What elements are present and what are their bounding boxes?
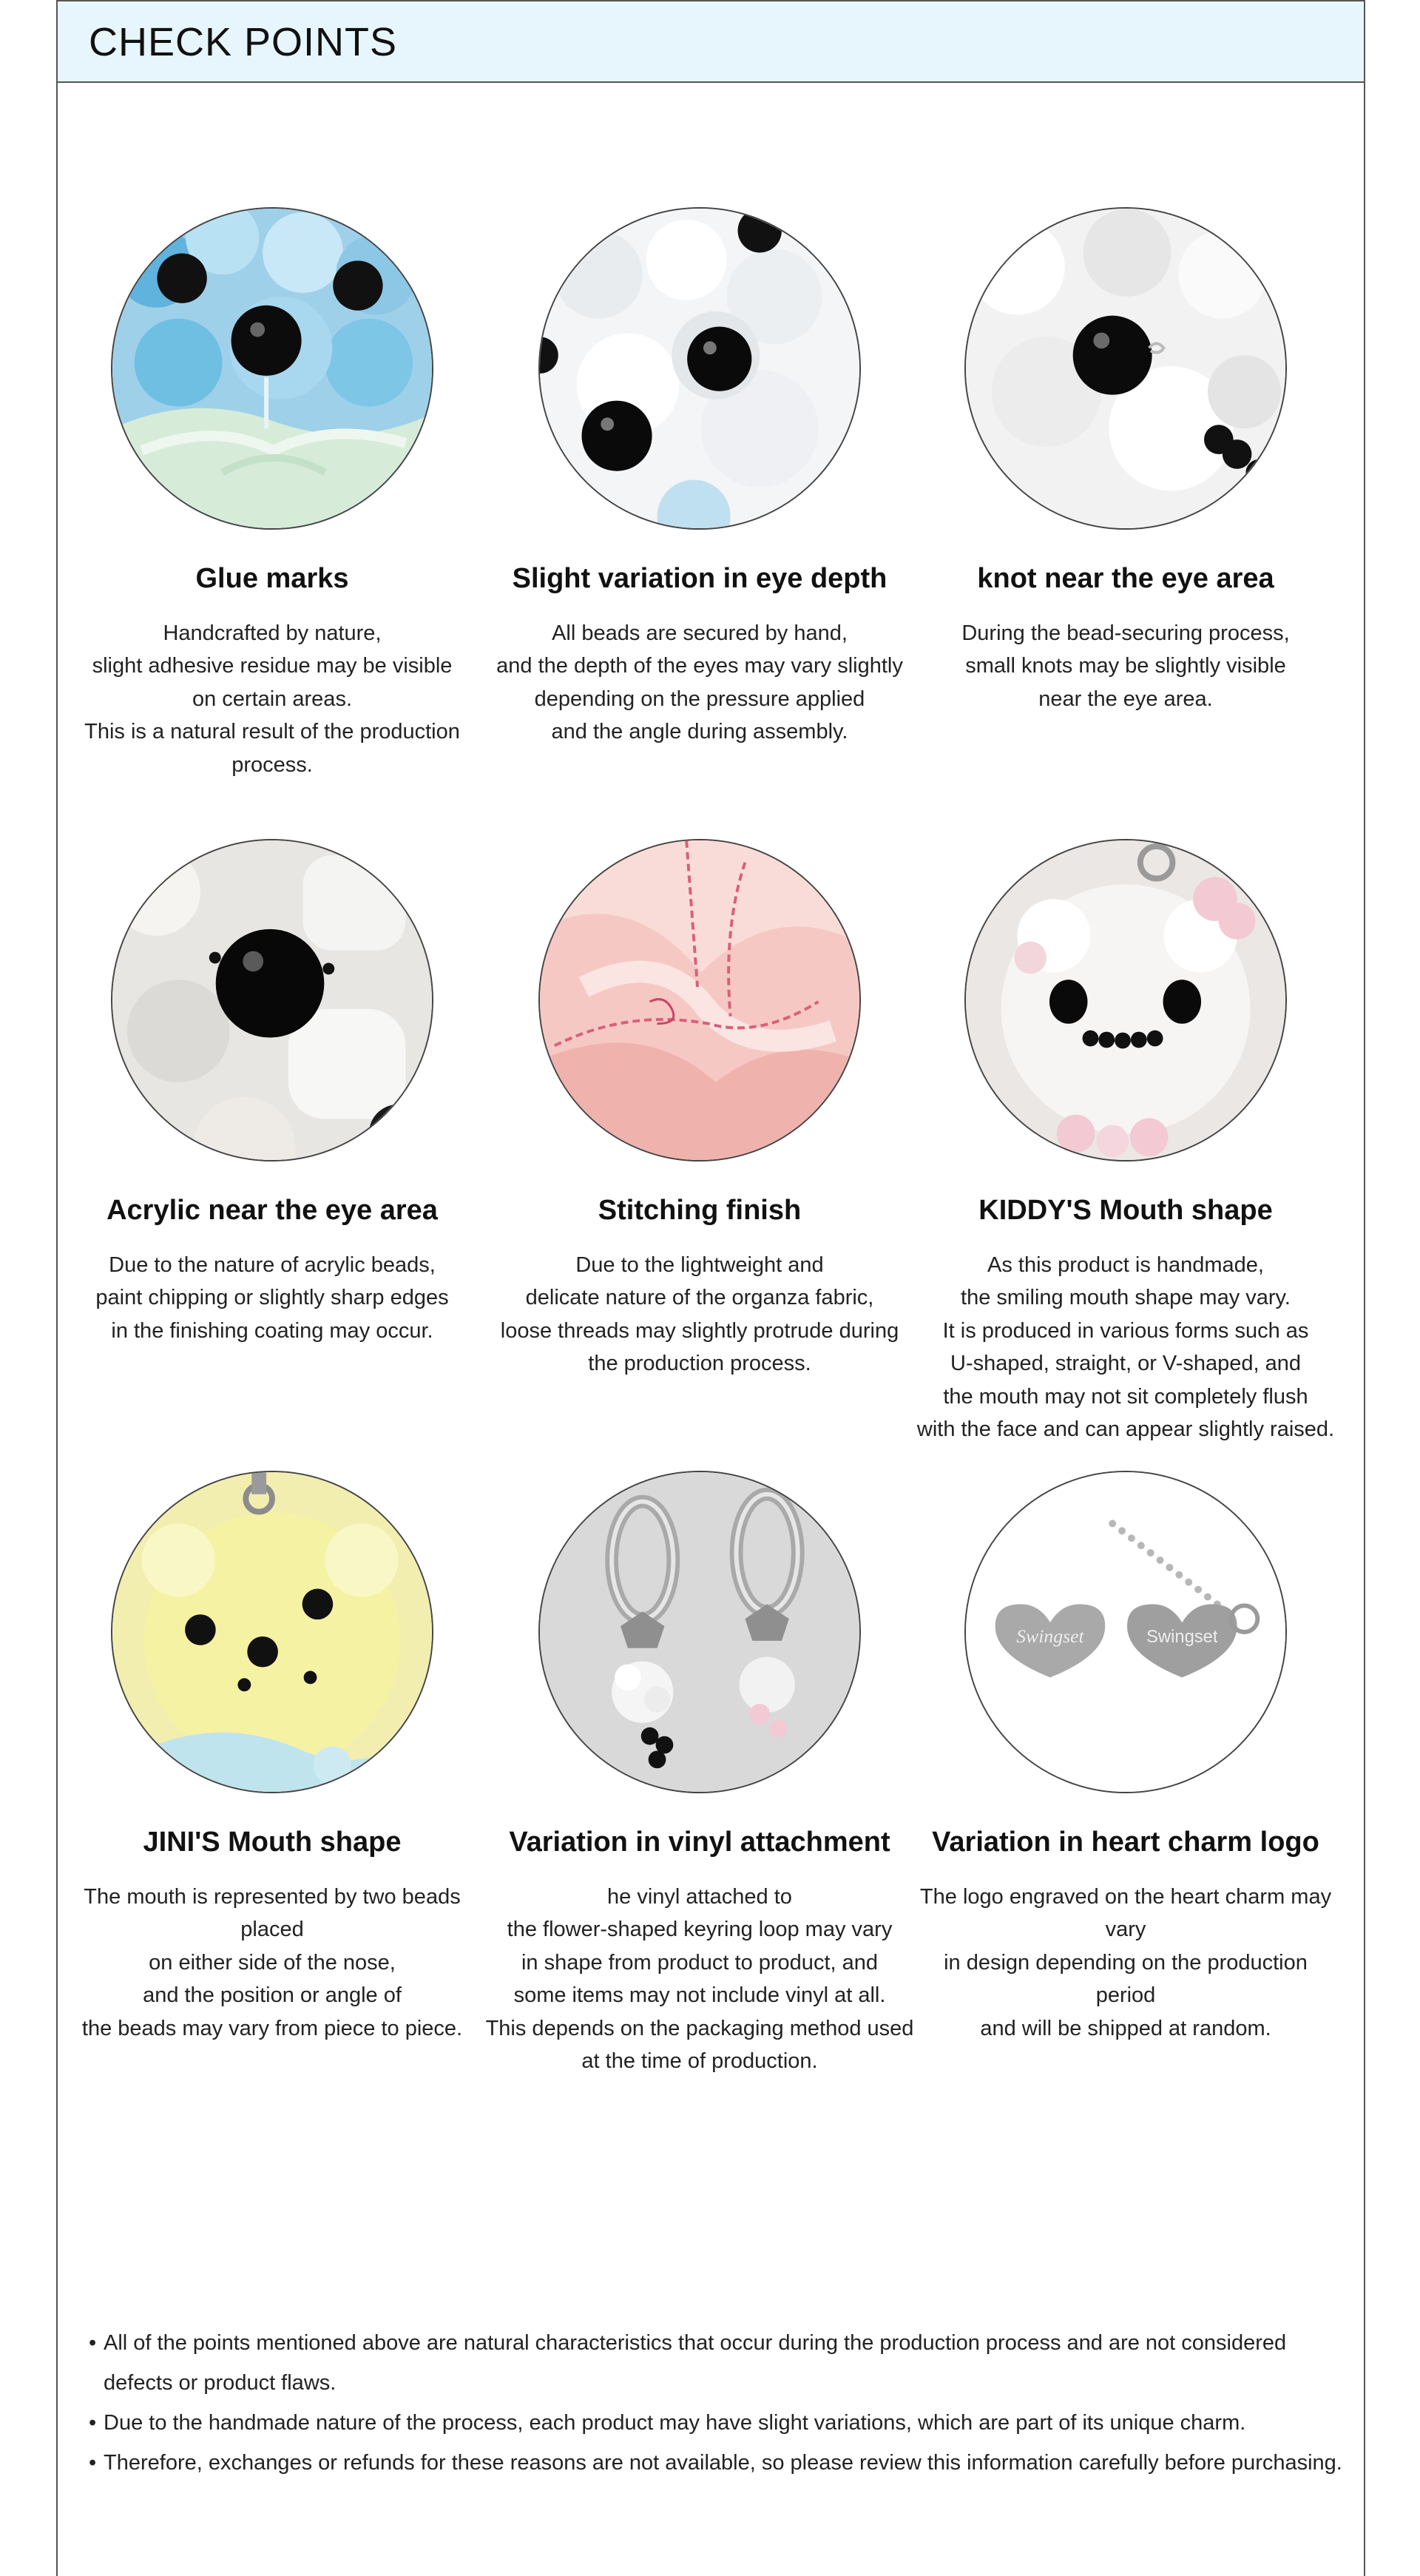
- page-title: CHECK POINTS: [89, 20, 398, 64]
- section-header: [58, 0, 1364, 83]
- blue-bead-bear-closeup-icon: [111, 207, 433, 530]
- checkpoint-knot-eye: [911, 207, 1340, 715]
- checkpoint-description: Due to the nature of acrylic beads, paint chipping or slightly sharp edges in the finishing coating may occur.: [95, 1252, 449, 1343]
- checkpoint-description: Due to the lightweight and delicate nature of the organza fabric, loose threads may slightly protrude during the production process.: [500, 1252, 899, 1376]
- checkpoint-description: he vinyl attached to the flower-shaped keyring loop may vary in shape from product to product, and some items may not include vinyl at all. This depends on the packaging method used at the time of production.: [485, 1884, 914, 2074]
- jini-yellow-face-closeup-icon: [111, 1471, 433, 1793]
- checkpoint-description: As this product is handmade, the smiling mouth shape may vary. It is produced in various forms such as U-shaped, straight, or V-shaped, and the mouth may not sit completely flush with the face and can appear slightly raised.: [916, 1252, 1335, 1442]
- pink-organza-stitching-closeup-icon: [538, 839, 861, 1161]
- checkpoint-title: Slight variation in eye depth: [512, 563, 888, 594]
- charm-logo-script: Swingset: [1016, 1625, 1084, 1647]
- checkpoint-acrylic-eye: [58, 839, 487, 1347]
- charm-logo-print: Swingset: [1146, 1626, 1218, 1647]
- keyring-clasps-photo-icon: [538, 1471, 861, 1793]
- checkpoint-description: Handcrafted by nature, slight adhesive residue may be visible on certain areas. This is a natural result of the production process.: [84, 621, 460, 777]
- checkpoint-description: During the bead-securing process, small knots may be slightly visible near the eye area.: [961, 621, 1290, 711]
- heart-charm-logo-photo-icon: [964, 1471, 1287, 1793]
- checkpoint-title: Variation in heart charm logo: [932, 1827, 1319, 1858]
- checkpoint-kiddy-mouth: [911, 839, 1340, 1446]
- checkpoint-eye-depth: [485, 207, 914, 749]
- checkpoint-description: All beads are secured by hand, and the depth of the eyes may vary slightly depending on the pressure applied and the angle during assembly.: [496, 621, 903, 744]
- checkpoint-description: The mouth is represented by two beads placed on either side of the nose, and the position or angle of the beads may vary from piece to piece.: [81, 1884, 463, 2040]
- checkpoint-title: knot near the eye area: [977, 563, 1274, 594]
- content-frame: [56, 0, 1365, 2576]
- white-bead-eyes-closeup-icon: [538, 207, 861, 530]
- kiddy-face-closeup-icon: [964, 839, 1287, 1161]
- checkpoint-description: The logo engraved on the heart charm may vary in design depending on the production period and will be shipped at random.: [919, 1884, 1332, 2040]
- note-item: • All of the points mentioned above are natural characteristics that occur during the production process and are not considered defects or product flaws.: [89, 2323, 1346, 2403]
- checkpoint-glue-marks: [58, 207, 487, 781]
- checkpoint-title: KIDDY'S Mouth shape: [978, 1195, 1273, 1226]
- white-bead-knot-closeup-icon: [964, 207, 1287, 530]
- checkpoint-jini-mouth: [58, 1471, 487, 2045]
- checkpoint-title: JINI'S Mouth shape: [143, 1827, 402, 1858]
- checkpoint-title: Glue marks: [195, 563, 349, 594]
- note-item: • Due to the handmade nature of the process, each product may have slight variations, which are part of its unique charm.: [89, 2403, 1346, 2443]
- notes-list: [89, 2323, 1346, 2483]
- checkpoint-title: Acrylic near the eye area: [106, 1195, 438, 1226]
- checkpoint-heart-charm: [911, 1471, 1340, 2045]
- checkpoint-title: Stitching finish: [598, 1195, 802, 1226]
- checkpoint-vinyl-attachment: [485, 1471, 914, 2078]
- checkpoint-title: Variation in vinyl attachment: [509, 1827, 890, 1858]
- note-item: • Therefore, exchanges or refunds for these reasons are not available, so please review this information carefully before purchasing.: [89, 2443, 1346, 2483]
- checkpoint-stitching: [485, 839, 914, 1380]
- pearl-bead-eye-closeup-icon: [111, 839, 433, 1161]
